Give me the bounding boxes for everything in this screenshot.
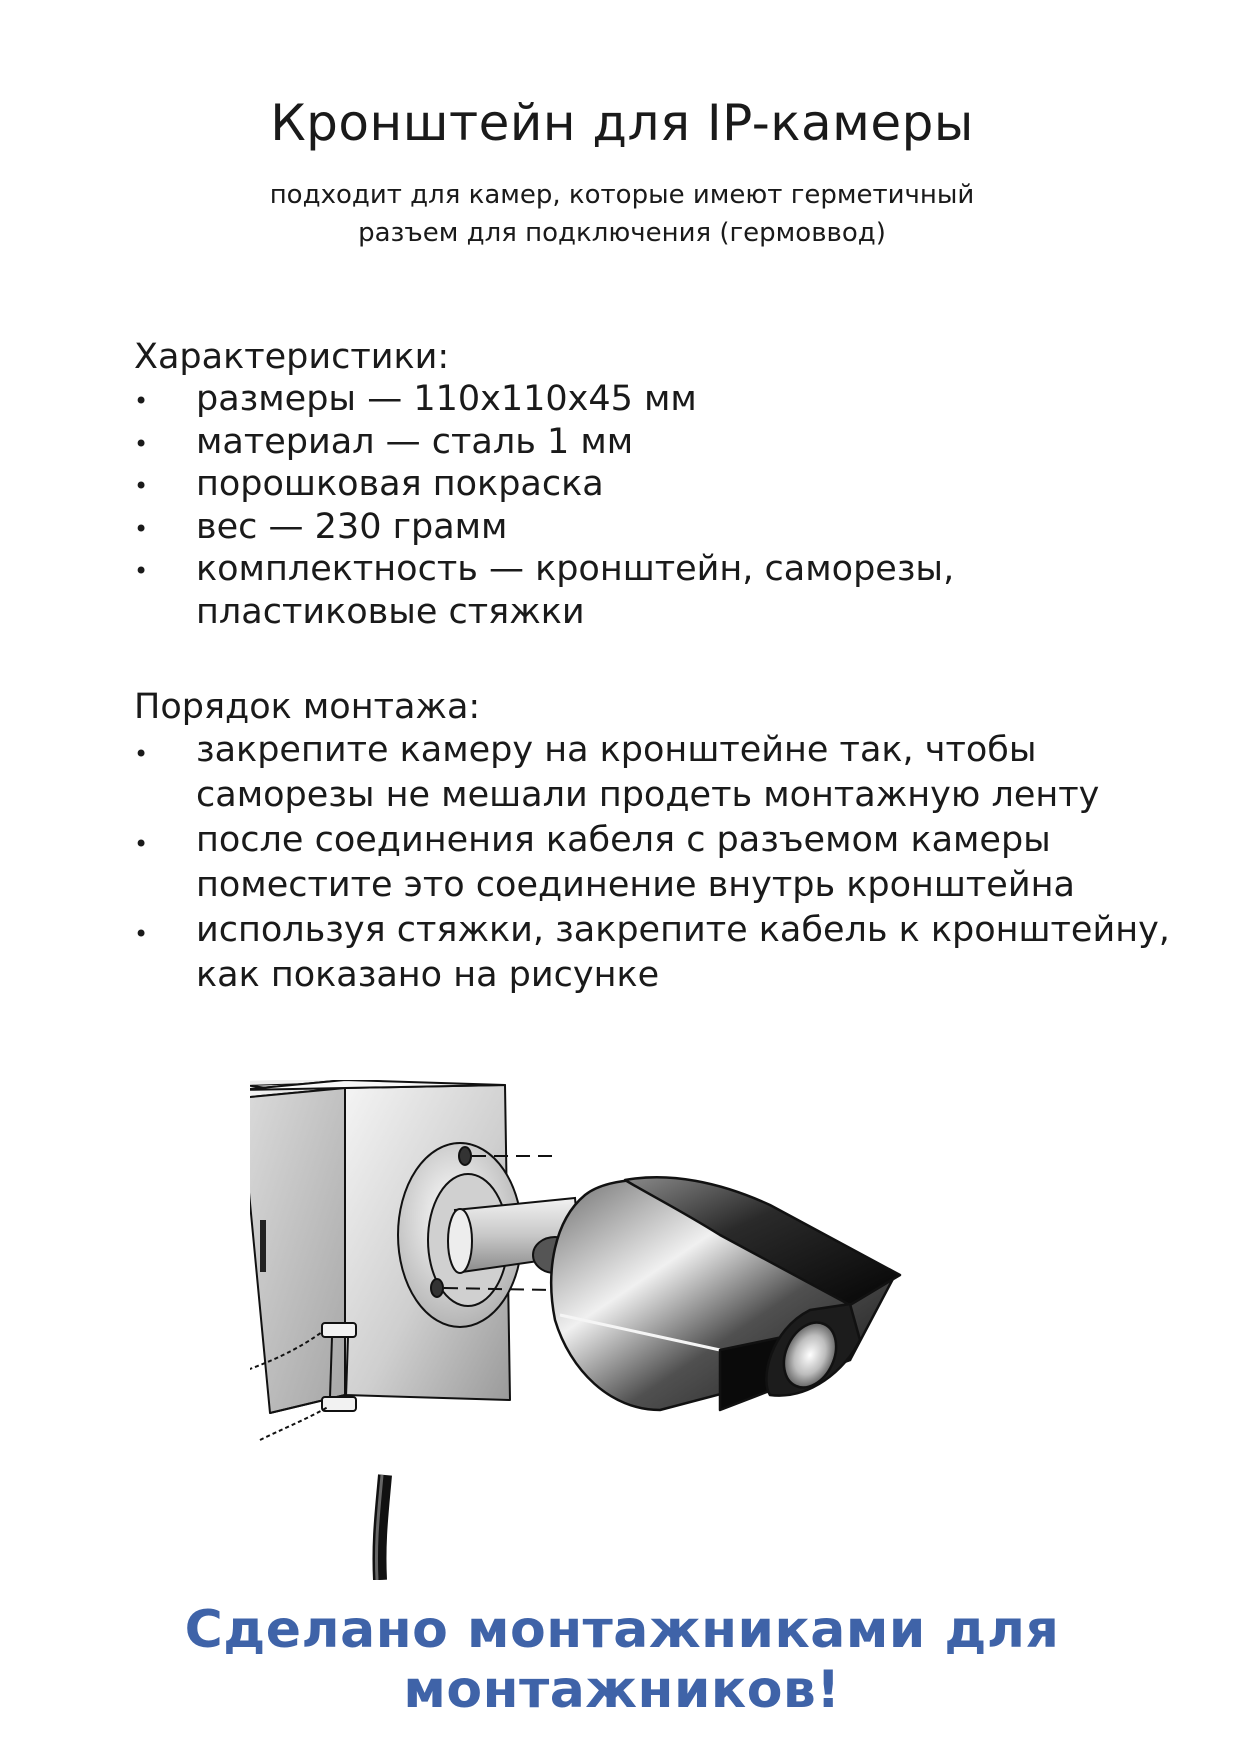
mount-list: [134, 728, 1174, 998]
mount-section: [134, 686, 1174, 998]
specs-item-weight: • вес — 230 грамм: [134, 506, 1174, 549]
subtitle: [0, 176, 1244, 252]
page-title: Кронштейн для IP-камеры: [270, 94, 974, 152]
specs-item-kit-line-2: пластиковые стяжки: [196, 591, 585, 632]
mount-step-1-line-2: саморезы не мешали продеть монтажную ленту: [196, 775, 1100, 815]
mount-step-3-line-2: как показано на рисунке: [196, 955, 660, 995]
mount-heading: Порядок монтажа:: [134, 687, 481, 727]
specs-item-size: • размеры — 110х110х45 мм: [134, 378, 1174, 421]
mount-step-3: [134, 908, 1174, 998]
subtitle-line-1: подходит для камер, которые имеют герметичный: [269, 180, 975, 210]
bracket-camera-illustration: [250, 1080, 1010, 1580]
specs-item-kit: [134, 548, 1174, 633]
footer-slogan: Сделано монтажниками для монтажников!: [184, 1600, 1060, 1720]
camera: [551, 1177, 900, 1410]
mount-step-2-line-1: • после соединения кабеля с разъемом камеры: [196, 820, 1051, 860]
specs-list: [134, 378, 1174, 633]
specs-heading: Характеристики:: [134, 337, 450, 377]
mount-step-2: [134, 818, 1174, 908]
specs-item-coating: • порошковая покраска: [134, 463, 1174, 506]
specs-item-kit-line-1: • комплектность — кронштейн, саморезы,: [196, 549, 955, 589]
mount-step-2-line-2: поместите это соединение внутрь кронштейна: [196, 865, 1075, 905]
specs-section: [134, 336, 1174, 633]
mount-step-1: [134, 728, 1174, 818]
mount-step-1-line-1: • закрепите камеру на кронштейне так, чтобы: [196, 730, 1037, 770]
subtitle-line-2: разъем для подключения (гермоввод): [358, 218, 886, 248]
specs-item-material: • материал — сталь 1 мм: [134, 421, 1174, 464]
mount-step-3-line-1: • используя стяжки, закрепите кабель к кронштейну,: [196, 910, 1170, 950]
